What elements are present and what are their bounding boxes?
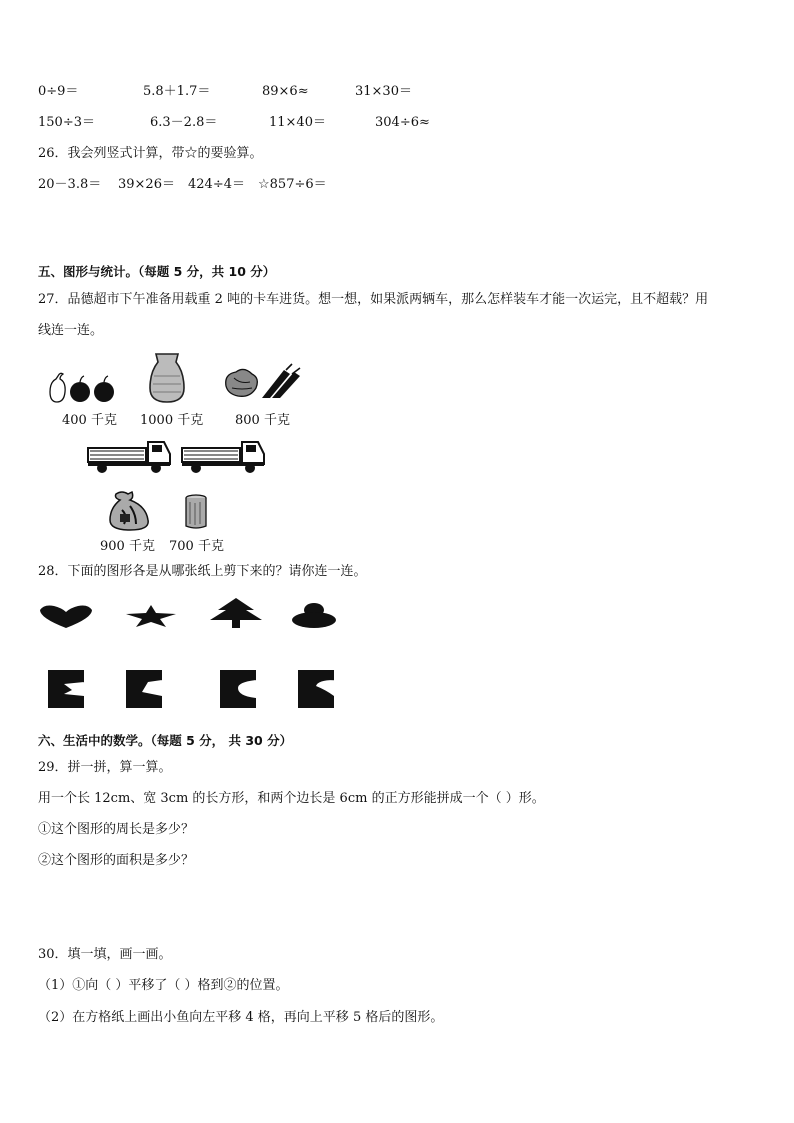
- truck-icon: [86, 438, 174, 474]
- can-icon: [184, 494, 208, 530]
- cut-paper-icon: [298, 670, 334, 708]
- question-29-sub2: ②这个图形的面积是多少？: [38, 853, 195, 868]
- vertical-calc-item: 424÷4＝: [188, 177, 245, 192]
- bag-icon: [106, 490, 152, 532]
- goods-weight-label: 700 千克: [169, 539, 224, 554]
- goods-weight-label: 400 千克: [62, 413, 117, 428]
- vegetables-icon: [222, 364, 302, 402]
- section-6-heading: 六、生活中的数学。（每题 5 分， 共 30 分）: [38, 733, 293, 748]
- question-29-title: 29．拼一拼，算一算。: [38, 760, 172, 775]
- cut-paper-icon: [126, 670, 162, 708]
- heart-shape-icon: [40, 604, 92, 628]
- calc-item: 31×30＝: [355, 84, 412, 99]
- calc-item: 304÷6≈: [375, 115, 430, 130]
- truck-icon: [180, 438, 268, 474]
- goods-weight-label: 1000 千克: [140, 413, 204, 428]
- cut-paper-icon: [220, 670, 256, 708]
- goods-weight-label: 900 千克: [100, 539, 155, 554]
- blob-shape-icon: [292, 603, 336, 629]
- section-5-heading: 五、图形与统计。（每题 5 分，共 10 分）: [38, 264, 276, 279]
- star-shape-icon: [126, 605, 176, 627]
- question-27-text: 27．品德超市下午准备用载重 2 吨的卡车进货。想一想，如果派两辆车，那么怎样装车才能一次运完，且不超载？用: [38, 292, 709, 307]
- question-27-text-cont: 线连一连。: [38, 323, 104, 338]
- tree-shape-icon: [210, 598, 262, 628]
- question-26-title: 26．我会列竖式计算，带☆的要验算。: [38, 146, 263, 161]
- fruit-icon: [48, 370, 118, 406]
- question-30-sub1: （1）①向（ ）平移了（ ）格到②的位置。: [38, 978, 289, 993]
- calc-item: 11×40＝: [269, 115, 326, 130]
- calc-item: 5.8＋1.7＝: [143, 84, 211, 99]
- calc-item: 150÷3＝: [38, 115, 95, 130]
- question-30-title: 30．填一填，画一画。: [38, 947, 172, 962]
- question-29-text: 用一个长 12cm、宽 3cm 的长方形，和两个边长是 6cm 的正方形能拼成一个（ ）形。: [38, 791, 545, 806]
- question-28-title: 28．下面的图形各是从哪张纸上剪下来的？请你连一连。: [38, 564, 367, 579]
- question-30-sub2: （2）在方格纸上画出小鱼向左平移 4 格，再向上平移 5 格后的图形。: [38, 1010, 444, 1025]
- calc-item: 0÷9＝: [38, 84, 79, 99]
- question-29-sub1: ①这个图形的周长是多少？: [38, 822, 195, 837]
- cut-paper-icon: [48, 670, 84, 708]
- calc-item: 89×6≈: [262, 84, 309, 99]
- calc-item: 6.3－2.8＝: [150, 115, 218, 130]
- goods-weight-label: 800 千克: [235, 413, 290, 428]
- vertical-calc-item: 20－3.8＝: [38, 177, 102, 192]
- sack-icon: [148, 352, 186, 404]
- vertical-calc-item: ☆857÷6＝: [258, 177, 327, 192]
- vertical-calc-item: 39×26＝: [118, 177, 175, 192]
